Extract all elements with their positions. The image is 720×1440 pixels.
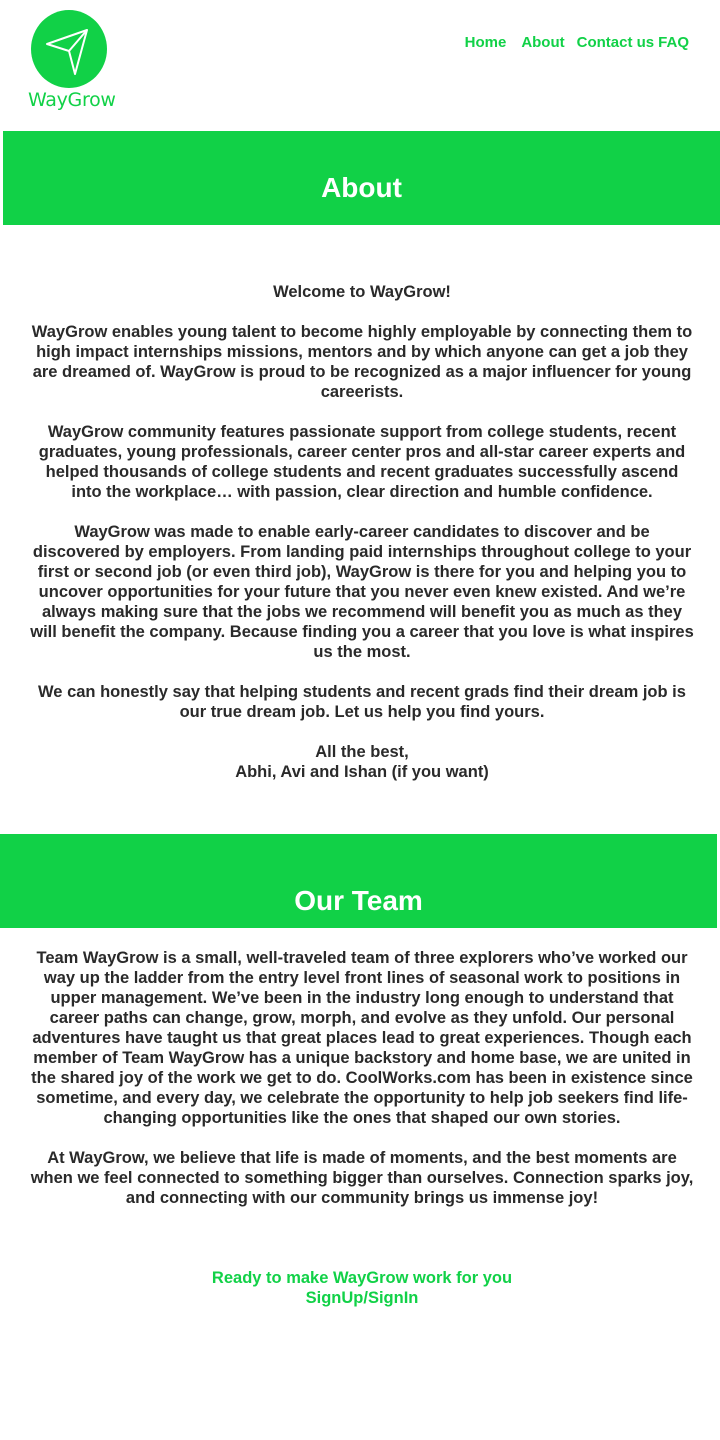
signers-text: Abhi, Avi and Ishan (if you want) (235, 763, 489, 781)
about-paragraph: WayGrow was made to enable early-career candidates to discover and be discovered by employers. From landing paid internships throughout college to your first or second job (or even third job), WayGrow is there for you and helping you to uncover opportunities for your future that you never even knew existed. And we’re always making sure that the jobs we recommend will benefit you as much as they will benefit the company. Because finding you a career that you love is what inspires us the most. (30, 523, 694, 661)
main-nav (465, 34, 689, 51)
about-paragraph: WayGrow enables young talent to become highly employable by connecting them to high impact internships missions, mentors and by which anyone can get a job they are dreamed of. WayGrow is proud to be recognized as a major influencer for young careerists. (31, 323, 693, 401)
team-title: Our Team (294, 885, 423, 916)
call-to-action (0, 1268, 720, 1308)
about-signoff (30, 742, 694, 782)
about-title: About (321, 172, 402, 203)
signoff-text: All the best, (315, 743, 409, 761)
about-paragraph: We can honestly say that helping students and recent grads find their dream job is our true dream job. Let us help you find yours. (38, 683, 686, 721)
nav-faq-link[interactable]: FAQ (658, 34, 689, 51)
about-paragraph: WayGrow community features passionate support from college students, recent graduates, young professionals, career center pros and all-star career experts and helped thousands of college students and recent graduates successfully ascend into the workplace… with passion, clear direction and humble confidence. (38, 423, 686, 501)
about-heading-band (3, 131, 720, 225)
header (0, 0, 720, 130)
logo[interactable] (28, 9, 116, 119)
about-section (30, 282, 694, 802)
team-paragraph: At WayGrow, we believe that life is made of moments, and the best moments are when we feel connected to something bigger than ourselves. Connection sparks joy, and connecting with our community brings us immense joy! (30, 1149, 694, 1207)
team-heading-band (0, 834, 717, 928)
nav-about-link[interactable]: About (521, 34, 565, 51)
logo-circle (31, 10, 107, 88)
nav-contact-link[interactable]: Contact us (576, 34, 655, 51)
signup-signin-link[interactable]: SignUp/SignIn (305, 1289, 419, 1307)
paper-plane-icon (31, 10, 107, 88)
nav-home-link[interactable]: Home (464, 34, 507, 51)
about-welcome: Welcome to WayGrow! (273, 283, 451, 301)
team-paragraph: Team WayGrow is a small, well-traveled team of three explorers who’ve worked our way up the ladder from the entry level front lines of seasonal work to positions in upper management. We’ve been in the industry long enough to understand that career paths can change, grow, morph, and evolve as they unfold. Our personal adventures have taught us that great places lead to great experiences. Though each member of Team WayGrow has a unique backstory and home base, we are united in the shared joy of the work we get to do. CoolWorks.com has been in existence since sometime, and every day, we celebrate the opportunity to help job seekers find life-changing opportunities like the ones that shaped our own stories. (31, 949, 693, 1127)
logo-text: WayGrow (28, 89, 116, 111)
cta-text: Ready to make WayGrow work for you (211, 1269, 513, 1287)
team-section (28, 948, 696, 1228)
